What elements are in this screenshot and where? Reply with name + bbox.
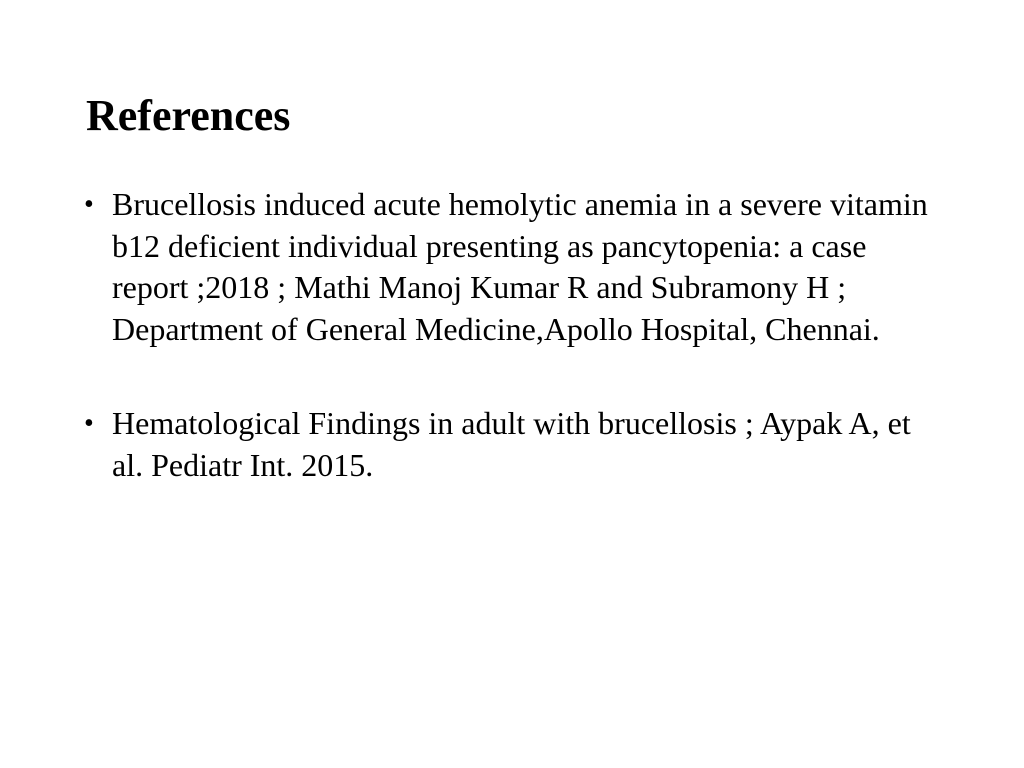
slide-title: References xyxy=(86,91,291,140)
reference-item xyxy=(84,403,944,486)
bullet-icon: • xyxy=(84,189,94,220)
reference-list xyxy=(84,184,944,486)
reference-text: Brucellosis induced acute hemolytic anemia in a severe vitamin b12 deficient individual presenting as pancytopenia: a case report ;2018 ; Mathi Manoj Kumar R and Subramony H ; Department of General Medicine,Apollo Hospital, Chennai. xyxy=(112,186,928,347)
reference-item xyxy=(84,184,944,350)
reference-text: Hematological Findings in adult with brucellosis ; Aypak A, et al. Pediatr Int. 2015. xyxy=(112,405,911,483)
bullet-icon: • xyxy=(84,408,94,439)
